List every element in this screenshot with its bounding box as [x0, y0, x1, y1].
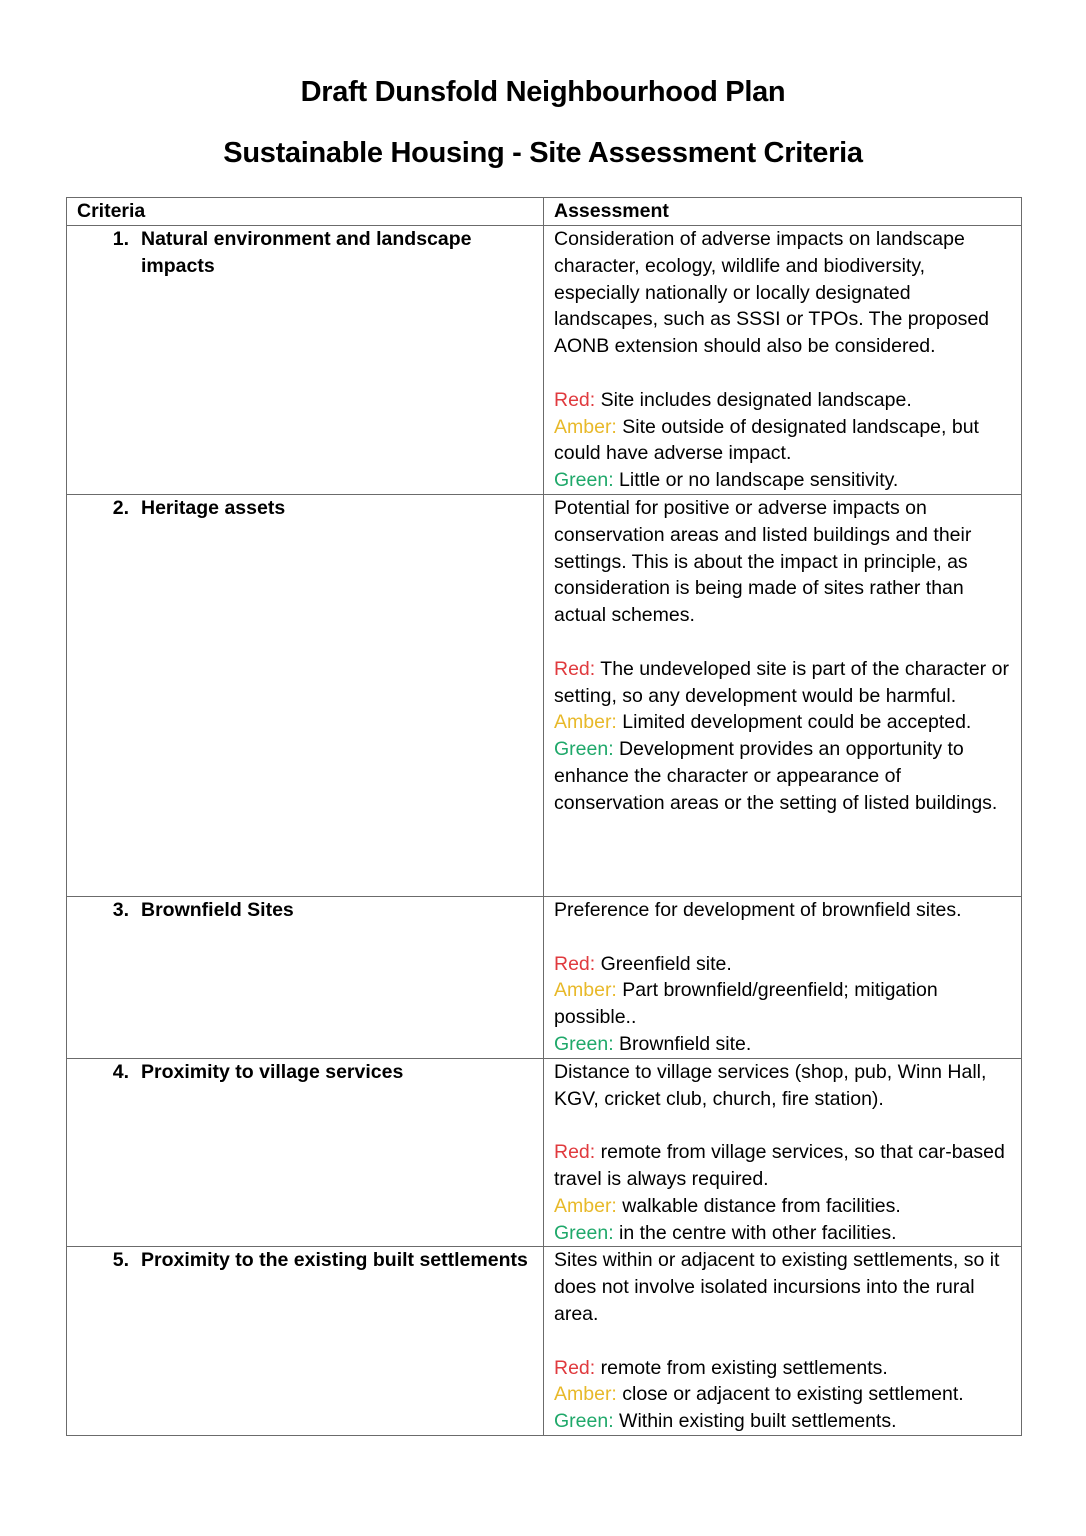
- table-row: [67, 896, 1022, 1058]
- assessment-description: Sites within or adjacent to existing settlements, so it does not involve isolated incursions into the rural area.: [554, 1249, 1000, 1325]
- criteria-cell: [67, 494, 544, 896]
- header-criteria: Criteria: [67, 198, 544, 226]
- header-assessment: Assessment: [544, 198, 1022, 226]
- red-text: remote from existing settlements.: [600, 1356, 888, 1379]
- red-label: Red:: [554, 1141, 596, 1164]
- document-title: Draft Dunsfold Neighbourhood Plan: [300, 76, 786, 108]
- amber-text: walkable distance from facilities.: [622, 1194, 901, 1217]
- green-text: Within existing built settlements.: [619, 1410, 897, 1433]
- red-label: Red:: [554, 657, 596, 680]
- assessment-description: Distance to village services (shop, pub, Winn Hall, KGV, cricket club, church, fire station).: [554, 1060, 987, 1110]
- rating-green: [554, 1408, 1011, 1435]
- green-label: Green:: [554, 469, 614, 492]
- rating-red: [554, 656, 1011, 710]
- table-header-row: [67, 198, 1022, 226]
- assessment-description: Consideration of adverse impacts on landscape character, ecology, wildlife and biodiversity, especially nationally or locally designated landscapes, such as SSSI or TPOs. The proposed AONB extension should also be considered.: [554, 228, 990, 358]
- document-subtitle: Sustainable Housing - Site Assessment Criteria: [223, 137, 863, 169]
- criteria-cell: [67, 226, 544, 495]
- rating-amber: [554, 1381, 1011, 1408]
- assessment-cell: [544, 1058, 1022, 1247]
- green-text: in the centre with other facilities.: [619, 1221, 897, 1244]
- assessment-cell: [544, 494, 1022, 896]
- green-text: Brownfield site.: [619, 1032, 752, 1055]
- criteria-number: 3.: [112, 898, 129, 921]
- rating-amber: [554, 977, 1011, 1031]
- green-label: Green:: [554, 1221, 614, 1244]
- criteria-label: Brownfield Sites: [141, 898, 294, 921]
- rating-red: [554, 1355, 1011, 1382]
- criteria-table: [66, 197, 1022, 1436]
- red-text: Site includes designated landscape.: [600, 388, 912, 411]
- amber-label: Amber:: [554, 1194, 617, 1217]
- rating-green: [554, 467, 1011, 494]
- green-label: Green:: [554, 738, 614, 761]
- amber-label: Amber:: [554, 979, 617, 1002]
- rating-green: [554, 1031, 1011, 1058]
- criteria-number: 5.: [112, 1249, 129, 1272]
- table-row: [67, 494, 1022, 896]
- green-label: Green:: [554, 1410, 614, 1433]
- rating-amber: [554, 709, 1011, 736]
- criteria-label: Proximity to the existing built settlements: [141, 1249, 528, 1272]
- amber-text: Site outside of designated landscape, but could have adverse impact.: [554, 415, 979, 465]
- criteria-number: 4.: [112, 1060, 129, 1083]
- red-label: Red:: [554, 1356, 596, 1379]
- rating-red: [554, 1139, 1011, 1193]
- rating-red: [554, 951, 1011, 978]
- criteria-number: 1.: [112, 228, 129, 250]
- assessment-cell: [544, 226, 1022, 495]
- red-text: The undeveloped site is part of the character or setting, so any development would be harmful.: [554, 657, 1009, 707]
- green-text: Little or no landscape sensitivity.: [619, 469, 899, 492]
- rating-red: [554, 387, 1011, 414]
- amber-text: Part brownfield/greenfield; mitigation possible..: [554, 979, 938, 1029]
- amber-text: Limited development could be accepted.: [622, 711, 972, 734]
- amber-label: Amber:: [554, 1383, 617, 1406]
- rating-amber: [554, 1193, 1011, 1220]
- amber-label: Amber:: [554, 711, 617, 734]
- assessment-cell: [544, 1247, 1022, 1436]
- criteria-label: Natural environment and landscape impacts: [141, 228, 472, 277]
- table-row: [67, 1247, 1022, 1436]
- table-row: [67, 1058, 1022, 1247]
- amber-label: Amber:: [554, 415, 617, 438]
- amber-text: close or adjacent to existing settlement.: [622, 1383, 964, 1406]
- criteria-label: Heritage assets: [141, 496, 286, 519]
- red-label: Red:: [554, 952, 596, 975]
- assessment-cell: [544, 896, 1022, 1058]
- rating-green: [554, 736, 1011, 816]
- criteria-cell: [67, 1247, 544, 1436]
- red-label: Red:: [554, 388, 596, 411]
- assessment-description: Preference for development of brownfield sites.: [554, 898, 962, 921]
- criteria-number: 2.: [112, 496, 129, 519]
- rating-amber: [554, 414, 1011, 468]
- red-text: Greenfield site.: [600, 952, 732, 975]
- assessment-description: Potential for positive or adverse impacts on conservation areas and listed buildings and their settings. This is about the impact in principle, as consideration is being made of sites rather than actual schemes.: [554, 496, 972, 627]
- red-text: remote from village services, so that car-based travel is always required.: [554, 1141, 1005, 1190]
- criteria-cell: [67, 1058, 544, 1247]
- table-row: [67, 226, 1022, 495]
- criteria-cell: [67, 896, 544, 1058]
- green-text: Development provides an opportunity to enhance the character or appearance of conservation areas or the setting of listed buildings.: [554, 738, 998, 814]
- criteria-label: Proximity to village services: [141, 1060, 404, 1083]
- green-label: Green:: [554, 1032, 614, 1055]
- rating-green: [554, 1220, 1011, 1247]
